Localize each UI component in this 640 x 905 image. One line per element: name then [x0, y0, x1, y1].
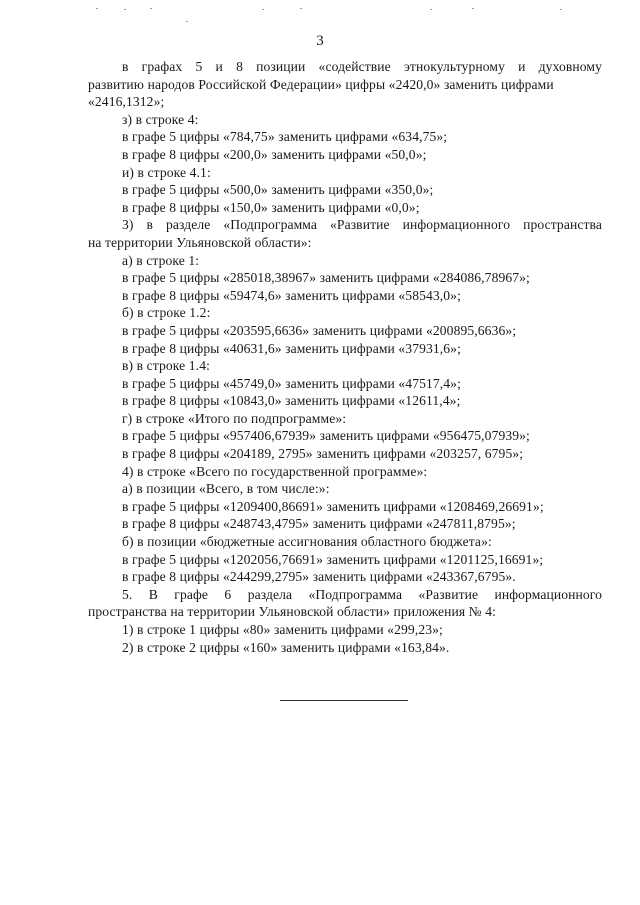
text-line: в графе 8 цифры «59474,6» заменить цифрами «58543,0»; [122, 287, 461, 303]
scan-speck [150, 8, 152, 9]
text-line: в графе 8 цифры «244299,2795» заменить цифрами «243367,6795». [122, 569, 516, 585]
scan-speck [430, 9, 432, 10]
scan-speck [472, 8, 474, 9]
text-line: в графе 8 цифры «200,0» заменить цифрами «50,0»; [122, 146, 427, 162]
text-line: в графе 8 цифры «204189, 2795» заменить цифрами «203257, 6795»; [122, 446, 524, 462]
scan-speck [560, 9, 562, 10]
text-line: в графе 5 цифры «285018,38967» заменить цифрами «284086,78967»; [122, 270, 530, 286]
document-body [88, 58, 602, 656]
text-line: в графе 5 цифры «203595,6636» заменить цифрами «200895,6636»; [122, 322, 517, 338]
page-number: 3 [316, 33, 324, 49]
text-line: а) в строке 1: [122, 252, 200, 268]
text-line: в графе 8 цифры «40631,6» заменить цифрами «37931,6»; [122, 340, 461, 356]
text-line: в графе 8 цифры «248743,4795» заменить цифрами «247811,8795»; [122, 516, 516, 532]
text-line: 5. В графе 6 раздела «Подпрограмма «Развитие информационного [122, 586, 602, 602]
text-line: а) в позиции «Всего, в том числе:»: [122, 481, 330, 497]
text-line: в графе 5 цифры «957406,67939» заменить цифрами «956475,07939»; [122, 428, 530, 444]
scan-speck [300, 8, 302, 9]
closing-divider-line [280, 700, 408, 701]
text-line: в графе 8 цифры «10843,0» заменить цифрами «12611,4»; [122, 393, 461, 409]
scan-speck [262, 9, 264, 10]
text-line: 3) в разделе «Подпрограмма «Развитие информационного пространства [122, 217, 602, 233]
text-line: б) в строке 1.2: [122, 305, 211, 321]
text-line: г) в строке «Итого по подпрограмме»: [122, 410, 347, 426]
text-line: 4) в строке «Всего по государственной программе»: [122, 463, 428, 479]
text-line: в графах 5 и 8 позиции «содействие этнокультурному и духовному [122, 59, 602, 74]
text-line: в графе 5 цифры «500,0» заменить цифрами «350,0»; [122, 182, 434, 198]
text-line: б) в позиции «бюджетные ассигнования областного бюджета»: [122, 534, 492, 550]
text-line: в графе 5 цифры «784,75» заменить цифрами «634,75»; [122, 129, 448, 145]
scan-speck [186, 21, 188, 22]
text-line: на территории Ульяновской области»: [88, 234, 312, 250]
text-line: в графе 5 цифры «1202056,76691» заменить цифрами «1201125,16691»; [122, 551, 544, 567]
text-line: развитию народов Российской Федерации» цифры «2420,0» заменить цифрами [88, 76, 554, 92]
text-line: «2416,1312»; [88, 94, 165, 110]
text-line: пространства на территории Ульяновской области» приложения № 4: [88, 604, 497, 620]
scan-speck [96, 8, 98, 9]
text-line: 2) в строке 2 цифры «160» заменить цифрами «163,84». [122, 639, 450, 655]
text-line: в графе 5 цифры «1209400,86691» заменить цифрами «1208469,26691»; [122, 498, 544, 514]
text-line: в графе 8 цифры «150,0» заменить цифрами «0,0»; [122, 199, 420, 215]
text-line: в) в строке 1.4: [122, 358, 210, 374]
text-line: 1) в строке 1 цифры «80» заменить цифрами «299,23»; [122, 622, 443, 637]
scan-speck [124, 9, 126, 10]
text-line: в графе 5 цифры «45749,0» заменить цифрами «47517,4»; [122, 375, 461, 391]
text-line: з) в строке 4: [122, 111, 199, 127]
text-line: и) в строке 4.1: [122, 164, 211, 180]
